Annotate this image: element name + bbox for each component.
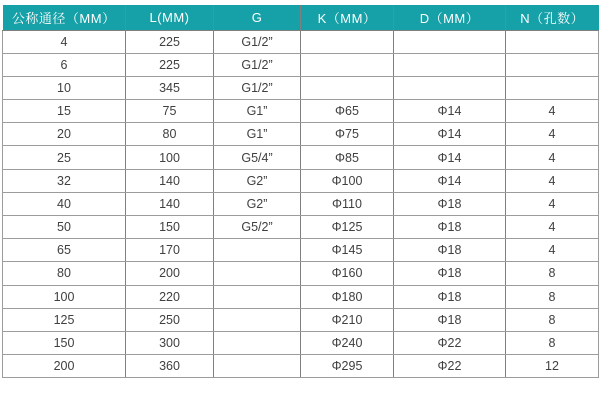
table-cell <box>214 285 301 308</box>
table-row <box>3 192 599 215</box>
table-cell: Φ160 <box>301 262 394 285</box>
table-row <box>3 146 599 169</box>
table-cell: 12 <box>506 355 599 378</box>
table-cell: Φ18 <box>394 192 506 215</box>
table-cell: 80 <box>126 123 214 146</box>
column-header: N（孔数） <box>506 5 599 30</box>
table-body <box>3 30 599 378</box>
table-row <box>3 308 599 331</box>
table-row <box>3 285 599 308</box>
column-header: 公称通径（MM） <box>3 5 126 30</box>
table-cell <box>301 53 394 76</box>
table-cell: 15 <box>3 100 126 123</box>
table-cell: 10 <box>3 76 126 99</box>
table-cell <box>214 355 301 378</box>
table-cell: Φ14 <box>394 100 506 123</box>
table-row <box>3 123 599 146</box>
table-cell: 140 <box>126 192 214 215</box>
table-cell: Φ125 <box>301 216 394 239</box>
table-cell: G1/2” <box>214 76 301 99</box>
table-cell: 75 <box>126 100 214 123</box>
table-row <box>3 355 599 378</box>
table-cell: Φ14 <box>394 146 506 169</box>
table-cell: 8 <box>506 285 599 308</box>
table-row <box>3 239 599 262</box>
column-header: L(MM) <box>126 5 214 30</box>
table-cell: 125 <box>3 308 126 331</box>
table-cell: Φ295 <box>301 355 394 378</box>
table-cell: Φ145 <box>301 239 394 262</box>
table-cell: 345 <box>126 76 214 99</box>
column-header: G <box>214 5 301 30</box>
table-cell: 150 <box>3 331 126 354</box>
table-cell: 80 <box>3 262 126 285</box>
table-cell: G1/2” <box>214 30 301 53</box>
table-cell: Φ18 <box>394 308 506 331</box>
table-cell <box>394 76 506 99</box>
table-cell <box>506 53 599 76</box>
table-row <box>3 331 599 354</box>
table-cell <box>394 30 506 53</box>
table-cell: G5/4” <box>214 146 301 169</box>
table-cell: 250 <box>126 308 214 331</box>
table-cell: 4 <box>506 100 599 123</box>
table-cell: 20 <box>3 123 126 146</box>
table-cell <box>214 331 301 354</box>
table-cell: 225 <box>126 53 214 76</box>
table-cell: Φ110 <box>301 192 394 215</box>
table-cell <box>301 30 394 53</box>
table-cell <box>394 53 506 76</box>
table-cell: G1” <box>214 100 301 123</box>
table-cell: 6 <box>3 53 126 76</box>
table-cell: 4 <box>506 169 599 192</box>
table-cell: 140 <box>126 169 214 192</box>
table-cell: 360 <box>126 355 214 378</box>
table-cell: 4 <box>506 146 599 169</box>
table-cell: 40 <box>3 192 126 215</box>
table-cell: G1” <box>214 123 301 146</box>
table-cell <box>214 262 301 285</box>
table-cell: 8 <box>506 331 599 354</box>
table-cell: G1/2” <box>214 53 301 76</box>
table-cell: Φ100 <box>301 169 394 192</box>
table-cell: Φ240 <box>301 331 394 354</box>
header-row <box>3 5 599 30</box>
table-cell: 4 <box>3 30 126 53</box>
table-cell: Φ18 <box>394 285 506 308</box>
table-cell: 100 <box>3 285 126 308</box>
table-row <box>3 76 599 99</box>
table-cell: 32 <box>3 169 126 192</box>
table-row <box>3 262 599 285</box>
table-cell: 200 <box>3 355 126 378</box>
table-cell <box>214 239 301 262</box>
table-cell: 25 <box>3 146 126 169</box>
table-cell: Φ180 <box>301 285 394 308</box>
table-cell: 4 <box>506 192 599 215</box>
table-cell: G2” <box>214 192 301 215</box>
table-cell <box>301 76 394 99</box>
column-header: K（MM） <box>301 5 394 30</box>
table-cell <box>214 308 301 331</box>
table-cell <box>506 76 599 99</box>
table-cell: Φ14 <box>394 123 506 146</box>
table-cell: 220 <box>126 285 214 308</box>
table-cell: 4 <box>506 239 599 262</box>
table-cell: Φ75 <box>301 123 394 146</box>
table-cell: G2” <box>214 169 301 192</box>
table-cell: Φ22 <box>394 331 506 354</box>
table-cell: 65 <box>3 239 126 262</box>
table-cell: 150 <box>126 216 214 239</box>
table-cell: Φ18 <box>394 262 506 285</box>
table-cell: Φ22 <box>394 355 506 378</box>
table-cell: 4 <box>506 216 599 239</box>
table-cell: Φ18 <box>394 216 506 239</box>
table-cell: 8 <box>506 308 599 331</box>
table-cell: Φ210 <box>301 308 394 331</box>
table-cell: Φ65 <box>301 100 394 123</box>
table-cell: Φ14 <box>394 169 506 192</box>
table-row <box>3 30 599 53</box>
table-row <box>3 169 599 192</box>
table-cell: 225 <box>126 30 214 53</box>
table-cell: 100 <box>126 146 214 169</box>
table-row <box>3 216 599 239</box>
table-cell: G5/2” <box>214 216 301 239</box>
table-cell <box>506 30 599 53</box>
table-cell: 50 <box>3 216 126 239</box>
column-header: D（MM） <box>394 5 506 30</box>
table-cell: 8 <box>506 262 599 285</box>
table-cell: 170 <box>126 239 214 262</box>
table-cell: 4 <box>506 123 599 146</box>
dimension-spec-table <box>2 5 599 378</box>
table-row <box>3 53 599 76</box>
table-cell: Φ85 <box>301 146 394 169</box>
table-cell: 300 <box>126 331 214 354</box>
table-row <box>3 100 599 123</box>
table-cell: 200 <box>126 262 214 285</box>
table-cell: Φ18 <box>394 239 506 262</box>
